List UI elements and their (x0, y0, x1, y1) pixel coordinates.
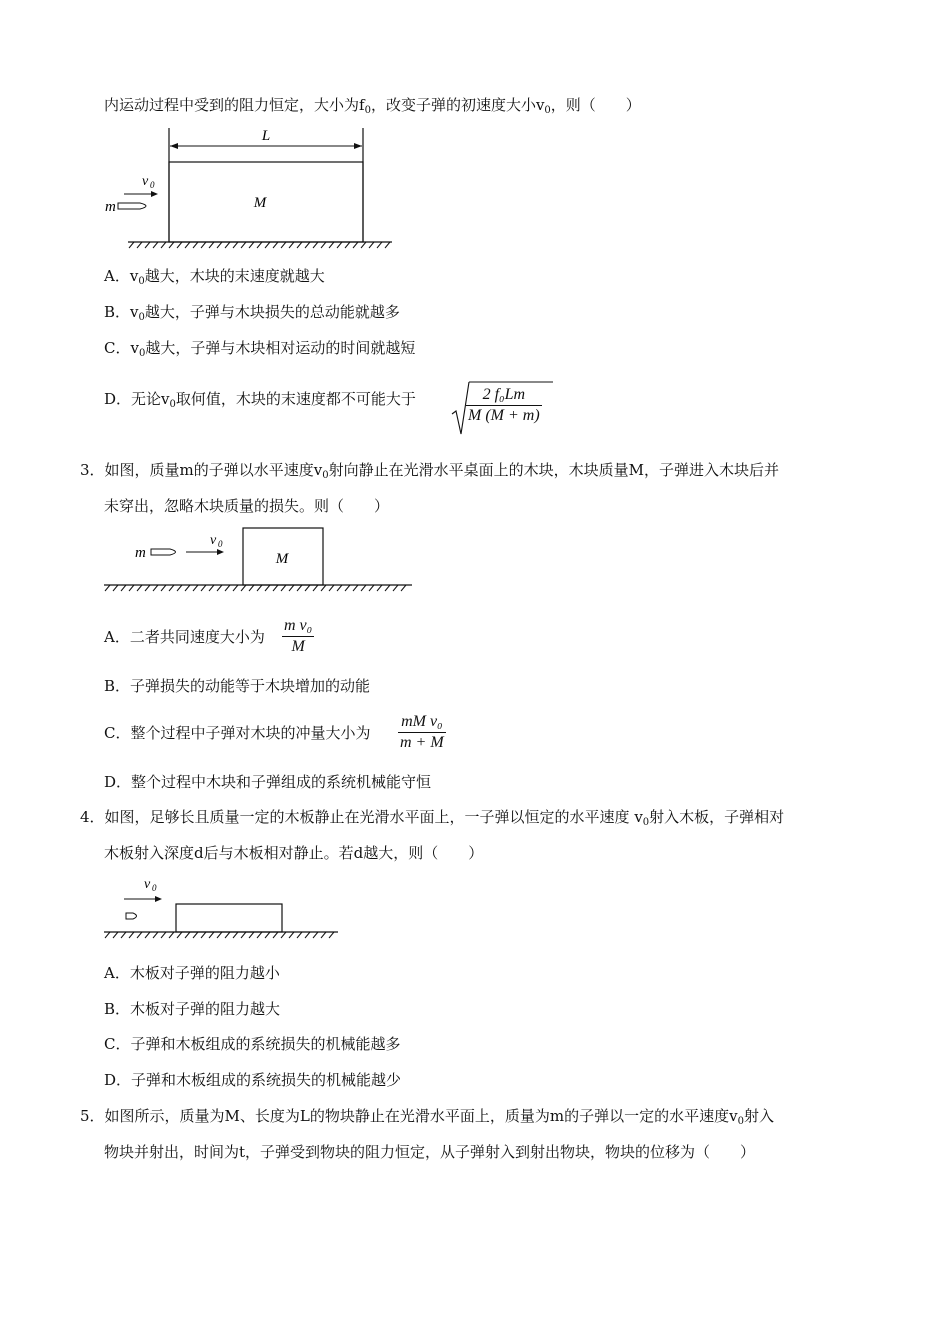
q3-option-c[interactable]: C．整个过程中子弹对木块的冲量大小为 (104, 724, 371, 742)
q4-option-a[interactable]: A．木板对子弹的阻力越小 (104, 964, 280, 982)
q2-option-a[interactable]: A．$v_0$越大，木块的末速度就越大 (104, 267, 325, 287)
q5-stem-line1: 5．如图所示，质量为M、长度为L的物块静止在光滑水平面上，质量为m的子弹以一定的水平速度$v_0$射入 (80, 1107, 774, 1127)
q3-option-a-formula: $\frac{\text{m v₀}}{M}$ (284, 617, 313, 655)
svg-text:0: 0 (218, 539, 223, 549)
q3-option-a[interactable]: A．二者共同速度大小为 (104, 628, 265, 646)
q2-stem-tail: 内运动过程中受到的阻力恒定，大小为$f_0$，改变子弹的初速度大小$v_0$，则（ ） (104, 96, 641, 116)
svg-text:0: 0 (152, 883, 157, 893)
q4-option-c[interactable]: C．子弹和木板组成的系统损失的机械能越多 (104, 1035, 401, 1053)
q5-stem-line2: 物块并射出，时间为t，子弹受到物块的阻力恒定，从子弹射入到射出物块，物块的位移为（ ） (104, 1143, 756, 1161)
q3-stem-line1: 3．如图，质量m的子弹以水平速度$v_0$射向静止在光滑水平桌面上的木块，木块质量M，子弹进入木块后并 (80, 461, 779, 481)
q4-option-b[interactable]: B．木板对子弹的阻力越大 (104, 1000, 281, 1018)
q4-option-d[interactable]: D．子弹和木板组成的系统损失的机械能越少 (104, 1071, 402, 1089)
q3-option-b[interactable]: B．子弹损失的动能等于木块增加的动能 (104, 677, 371, 695)
svg-text:v: v (144, 877, 151, 892)
q2-figure (100, 124, 400, 254)
svg-text:M: M (275, 551, 289, 567)
q2-option-b[interactable]: B．$v_0$越大，子弹与木块损失的总动能就越多 (104, 303, 400, 323)
q3-option-c-formula: $\frac{\text{mM v₀}}{m + M}$ (400, 713, 444, 751)
q2-option-d[interactable]: D．无论$v_0$取何值，木块的末速度都不可能大于 (104, 390, 416, 410)
q2-option-c[interactable]: C．$v_0$越大，子弹与木块相对运动的时间就越短 (104, 339, 416, 359)
length-label: L (261, 128, 271, 144)
svg-text:0: 0 (150, 180, 155, 190)
q4-stem-line2: 木板射入深度d后与木板相对静止。若d越大，则（ ） (104, 844, 484, 862)
velocity-label: v (142, 174, 149, 189)
q4-stem-line1: 4．如图，足够长且质量一定的木板静止在光滑水平面上，一子弹以恒定的水平速度 $v_0$射入木板，子弹相对 (80, 808, 785, 828)
bullet-mass-label: m (105, 199, 116, 215)
svg-text:v: v (210, 533, 217, 548)
svg-text:m: m (135, 545, 146, 561)
q4-figure (100, 872, 345, 942)
q3-stem-line2: 未穿出，忽略木块质量的损失。则（ ） (104, 497, 390, 515)
block-mass-label: M (253, 195, 267, 211)
q3-figure (100, 522, 420, 598)
q2-option-d-formula: $\frac{\text{2 f₀Lm}}{M (M + m)}$ (468, 386, 540, 424)
q3-option-d[interactable]: D．整个过程中木块和子弹组成的系统机械能守恒 (104, 773, 432, 791)
